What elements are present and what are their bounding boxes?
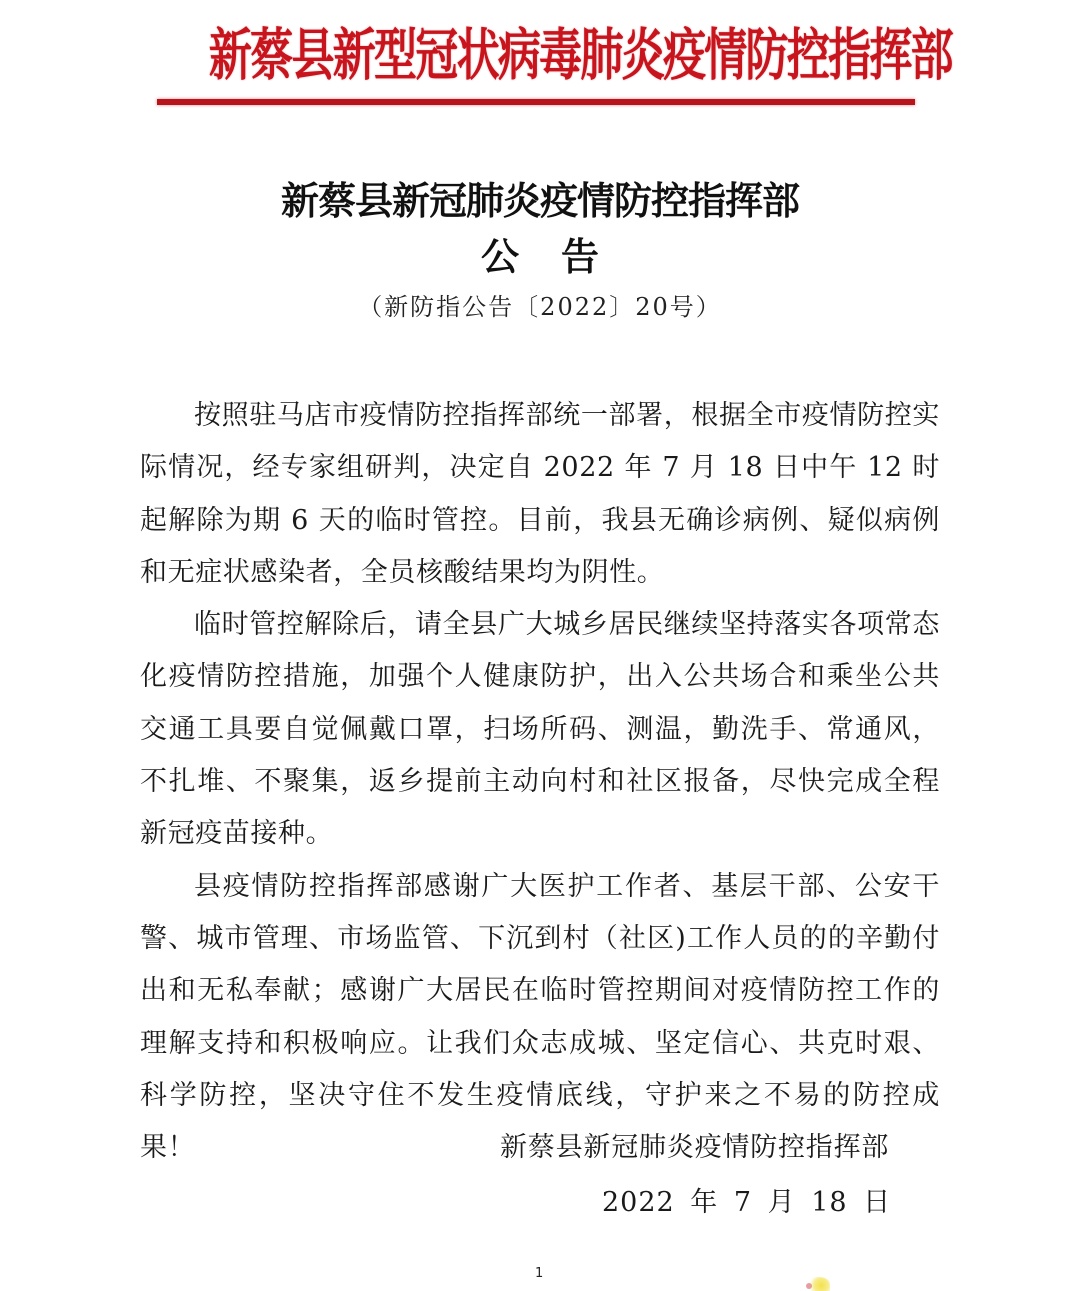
document-type-heading: 公告 [480, 234, 641, 279]
signature-date: 2022 年 7 月 18 日 [602, 1187, 892, 1218]
seal-stamp-edge-icon [806, 1283, 812, 1289]
page-number: 1 [535, 1266, 544, 1281]
signature-organization: 新蔡县新冠肺炎疫情防控指挥部 [500, 1132, 890, 1163]
paragraph-1: 按照驻马店市疫情防控指挥部统一部署，根据全市疫情防控实际情况，经专家组研判，决定自 2022 年 7 月 18 日中午 12 时起解除为期 6 天的临时管控。目前，我县无确诊病例、疑似病例和无症状感染者，全员核酸结果均为阴性。 [140, 400, 940, 588]
document-body [140, 390, 940, 1174]
paragraph-3: 县疫情防控指挥部感谢广大医护工作者、基层干部、公安干警、城市管理、市场监管、下沉到村（社区)工作人员的的辛勤付出和无私奉献；感谢广大居民在临时管控期间对疫情防控工作的理解支持和积极响应。让我们众志成城、坚定信心、共克时艰、科学防控，坚决守住不发生疫情底线，守护来之不易的防控成果！ [140, 870, 940, 1164]
paragraph-2: 临时管控解除后，请全县广大城乡居民继续坚持落实各项常态化疫情防控措施，加强个人健康防护，出入公共场合和乘坐公共交通工具要自觉佩戴口罩，扫场所码、测温，勤洗手、常通风，不扎堆、不聚集，返乡提前主动向村和社区报备，尽快完成全程新冠疫苗接种。 [140, 609, 940, 850]
letterhead-title: 新蔡县新型冠状病毒肺炎疫情防控指挥部 [208, 22, 952, 89]
document-number: （新防指公告〔2022〕20号） [358, 293, 722, 321]
red-rule-divider [157, 99, 915, 105]
document-title: 新蔡县新冠肺炎疫情防控指挥部 [280, 178, 799, 223]
